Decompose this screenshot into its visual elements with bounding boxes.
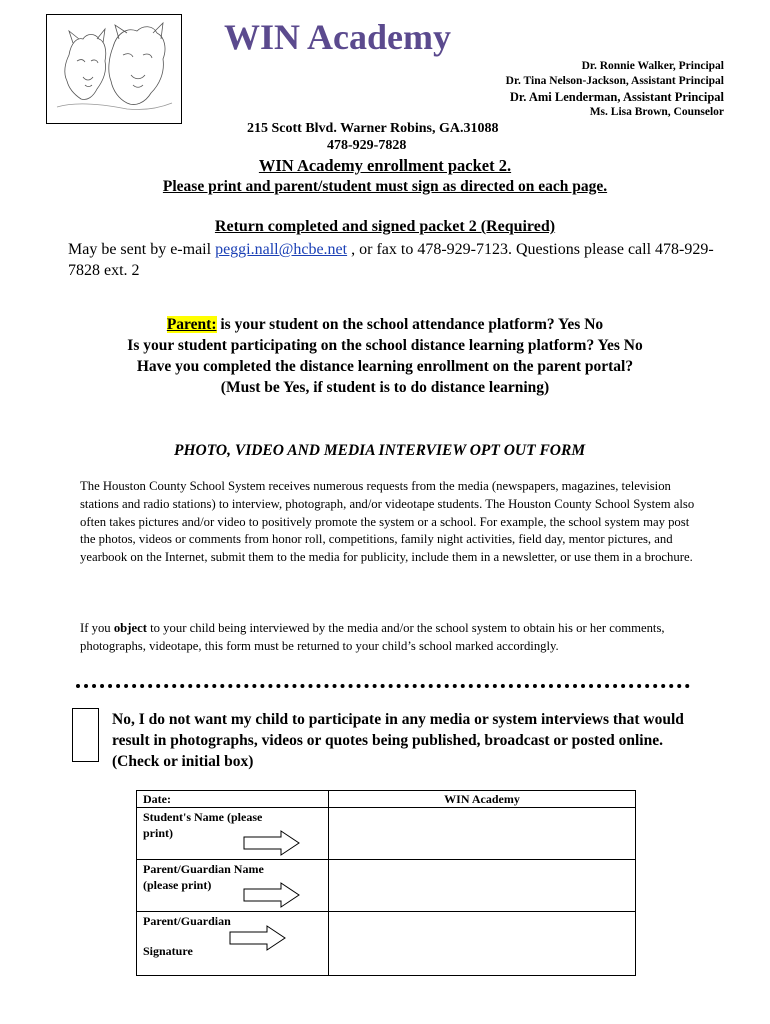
staff-counselor: Ms. Lisa Brown, Counselor xyxy=(589,106,724,118)
table-row-guardian-name xyxy=(137,860,636,912)
form-paragraph-2 xyxy=(80,620,700,656)
guardian-signature-label-1: Parent/Guardian xyxy=(143,914,231,928)
guardian-signature-field[interactable] xyxy=(329,912,636,976)
packet-instructions: Please print and parent/student must sign as directed on each page. xyxy=(162,178,608,195)
paragraph-2-start: If you xyxy=(80,621,114,635)
staff-assistant-principal-1: Dr. Tina Nelson-Jackson, Assistant Principal xyxy=(505,75,724,87)
table-row-guardian-signature xyxy=(137,912,636,976)
table-row-date xyxy=(137,791,636,808)
right-arrow-icon xyxy=(229,925,287,951)
return-note: Return completed and signed packet 2 (Required) xyxy=(214,218,556,235)
packet-title: WIN Academy enrollment packet 2. xyxy=(258,156,512,175)
right-arrow-icon xyxy=(243,882,301,908)
dotted-divider xyxy=(76,684,690,688)
school-address: 215 Scott Blvd. Warner Robins, GA.31088 xyxy=(247,121,499,136)
paragraph-2-end: to your child being interviewed by the media and/or the school system to obtain his or her comments, photographs, videotape, this form must be returned to your child’s school marked accordingly. xyxy=(80,621,665,653)
form-paragraph-1: The Houston County School System receives numerous requests from the media (newspapers, magazines, television stations and radio stations) to interview, photograph, and/or videotape students. The Houston County School System also often takes pictures and/or video to positively promote the system or a school. For example, the school system may post the photos, videos or comments from honor roll, competitions, family night activities, field day, mentor pictures, and yearbook on the Internet, submit them to the media for publicity, include them in a newsletter, or use them in a brochure. xyxy=(80,479,695,565)
opt-out-checkbox[interactable] xyxy=(72,708,99,762)
question-distance-learning: Is your student participating on the school distance learning platform? Yes No xyxy=(127,337,643,354)
opt-out-statement: No, I do not want my child to participate in any media or system interviews that would result in photographs, videos or quotes being published, broadcast or posted online. (Check or initial box) xyxy=(112,711,684,770)
email-prefix: May be sent by e-mail xyxy=(68,241,216,258)
parent-label: Parent: xyxy=(166,316,217,333)
submission-info xyxy=(68,239,728,281)
paragraph-2-bold: object xyxy=(113,621,147,635)
staff-assistant-principal-2: Dr. Ami Lenderman, Assistant Principal xyxy=(509,90,724,104)
question-enrollment: Have you completed the distance learning enrollment on the parent portal? xyxy=(136,358,634,375)
date-label: Date: xyxy=(137,791,329,808)
school-phone: 478-929-7828 xyxy=(327,138,407,153)
guardian-name-cell xyxy=(137,860,329,912)
email-link[interactable]: peggi.nall@hcbe.net xyxy=(215,241,348,258)
school-value: WIN Academy xyxy=(329,791,636,808)
guardian-signature-label-2: Signature xyxy=(143,944,193,958)
guardian-name-field[interactable] xyxy=(329,860,636,912)
table-row-student xyxy=(137,808,636,860)
question-note: (Must be Yes, if student is to do distance learning) xyxy=(220,379,550,396)
email-suffix: , or fax to 478-929-7123. Questions please call 478-929-7828 ext. 2 xyxy=(68,241,714,279)
student-name-field[interactable] xyxy=(329,808,636,860)
student-name-cell xyxy=(137,808,329,860)
right-arrow-icon xyxy=(243,830,301,856)
guardian-name-label: Parent/Guardian Name (please print) xyxy=(143,862,264,892)
signature-table xyxy=(136,790,636,976)
school-title: WIN Academy xyxy=(224,17,451,57)
school-logo xyxy=(46,14,182,124)
form-title: PHOTO, VIDEO AND MEDIA INTERVIEW OPT OUT FORM xyxy=(174,442,586,459)
question-attendance-text: is your student on the school attendance platform? Yes No xyxy=(216,316,604,333)
question-attendance xyxy=(0,316,770,334)
guardian-signature-cell xyxy=(137,912,329,976)
cougars-sketch-logo-icon xyxy=(47,15,180,122)
student-name-label: Student's Name (please print) xyxy=(143,810,263,840)
staff-principal: Dr. Ronnie Walker, Principal xyxy=(581,60,724,72)
